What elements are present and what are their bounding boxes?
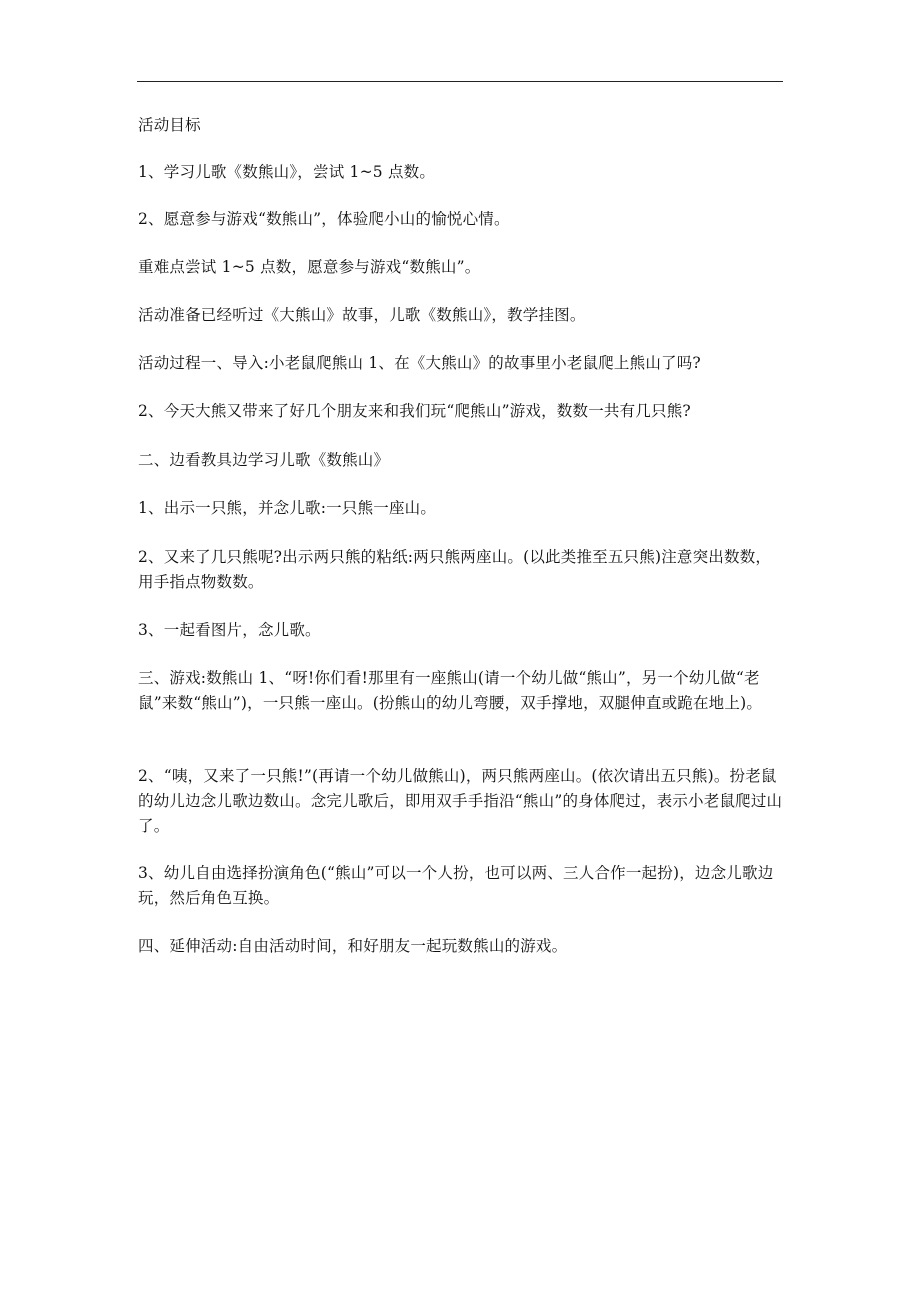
paragraph-step-2: 2、又来了几只熊呢?出示两只熊的粘纸:两只熊两座山。(以此类推至五只熊)注意突出数数，用手指点物数数。 <box>138 548 772 591</box>
section-heading-goals: 活动目标 <box>138 116 201 134</box>
paragraph-step-1: 1、出示一只熊，并念儿歌:一只熊一座山。 <box>138 499 437 517</box>
paragraph-goal-1: 1、学习儿歌《数熊山》，尝试 1~5 点数。 <box>138 163 436 181</box>
paragraph-preparation: 活动准备已经听过《大熊山》故事，儿歌《数熊山》，教学挂图。 <box>138 306 586 324</box>
header-rule <box>137 81 783 82</box>
paragraph-process-2: 2、今天大熊又带来了好几个朋友来和我们玩“爬熊山”游戏，数数一共有几只熊? <box>138 402 691 420</box>
paragraph-section-three: 三、游戏:数熊山 1、“呀!你们看!那里有一座熊山(请一个幼儿做“熊山”，另一个幼儿做“老鼠”来数“熊山”)，一只熊一座山。(扮熊山的幼儿弯腰，双手撑地，双腿伸直或跪在地上)。 <box>138 669 763 712</box>
paragraph-process-intro: 活动过程一、导入:小老鼠爬熊山 1、在《大熊山》的故事里小老鼠爬上熊山了吗? <box>138 354 701 372</box>
paragraph-step-3: 3、一起看图片，念儿歌。 <box>138 621 321 639</box>
paragraph-extension: 四、延伸活动:自由活动时间，和好朋友一起玩数熊山的游戏。 <box>138 937 568 955</box>
paragraph-goal-2: 2、愿意参与游戏“数熊山”，体验爬小山的愉悦心情。 <box>138 210 510 228</box>
paragraph-game-2: 2、“咦，又来了一只熊!”(再请一个幼儿做熊山)，两只熊两座山。(依次请出五只熊)。扮老鼠的幼儿边念儿歌边数山。念完儿歌后，即用双手手指沿“熊山”的身体爬过，表示小老鼠爬过山了。 <box>138 767 783 835</box>
paragraph-section-two: 二、边看教具边学习儿歌《数熊山》 <box>138 451 390 469</box>
paragraph-key-points: 重难点尝试 1~5 点数，愿意参与游戏“数熊山”。 <box>138 258 481 276</box>
paragraph-game-3: 3、幼儿自由选择扮演角色(“熊山”可以一个人扮，也可以两、三人合作一起扮)，边念儿歌边玩，然后角色互换。 <box>138 864 774 907</box>
